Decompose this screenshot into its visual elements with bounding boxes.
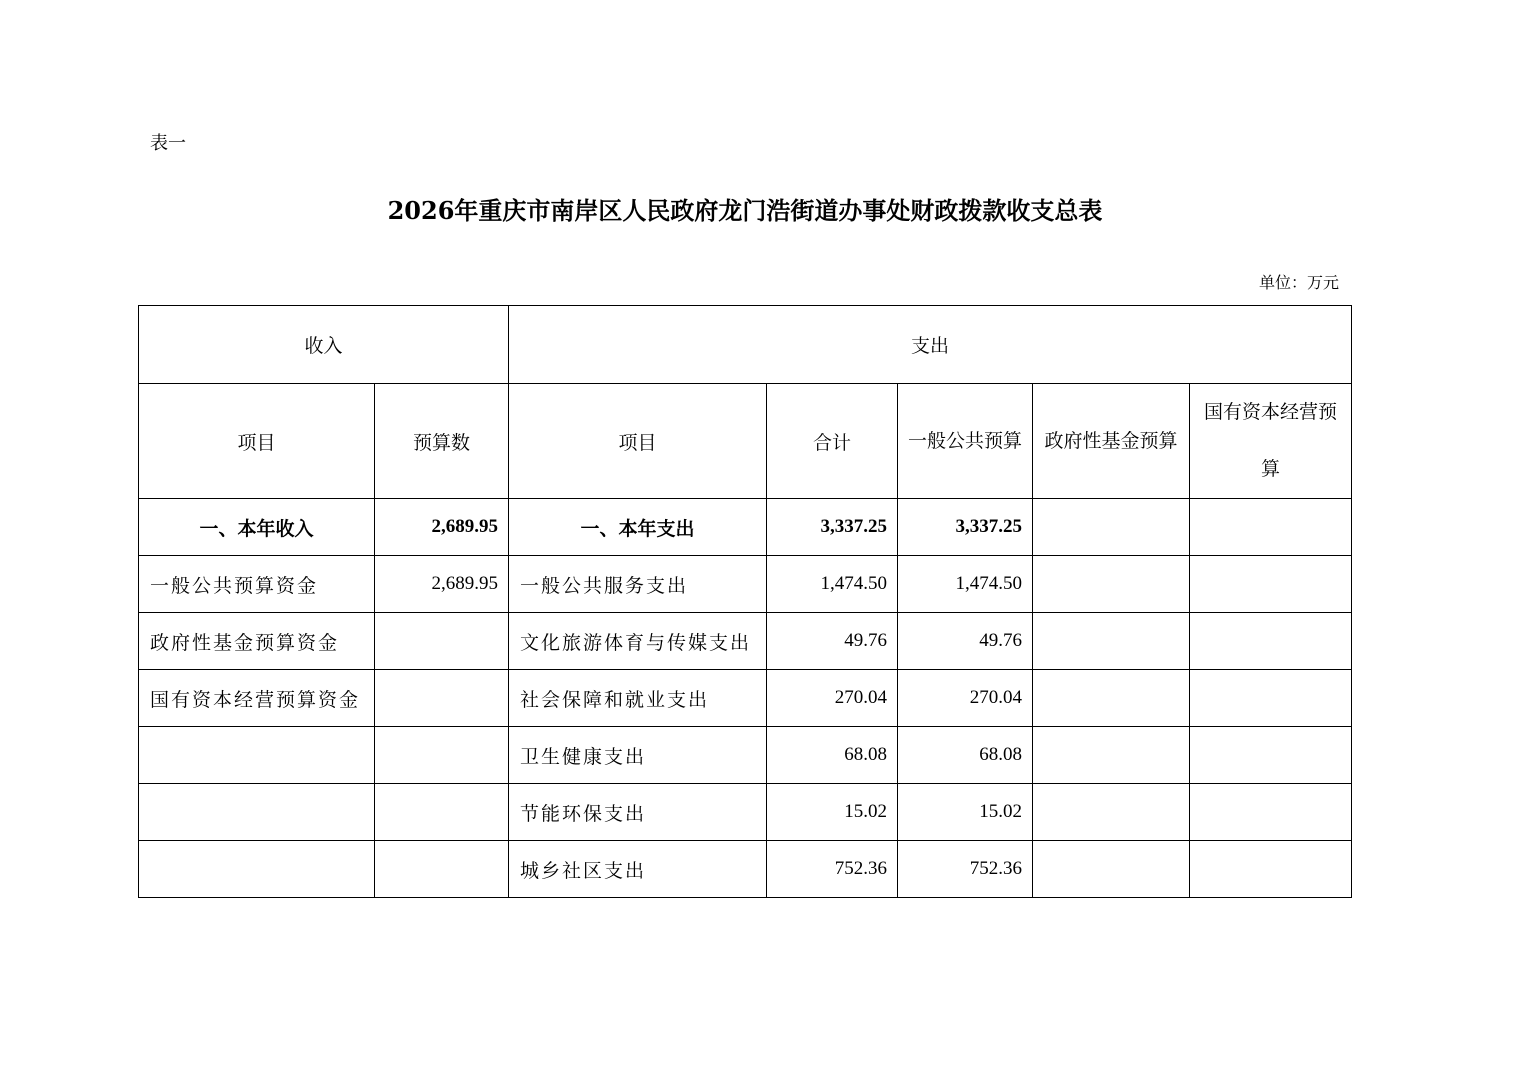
table-row <box>139 784 1352 841</box>
income-item <box>139 727 375 784</box>
income-item-header: 项目 <box>139 384 375 499</box>
expense-total: 270.04 <box>767 670 898 727</box>
expense-state-capital <box>1190 841 1352 898</box>
expense-gov-fund <box>1033 727 1190 784</box>
unit-label: 单位：万元 <box>1258 273 1339 292</box>
state-capital-header: 国有资本经营预算 <box>1190 384 1352 499</box>
expense-state-capital <box>1190 727 1352 784</box>
expense-summary-label: 一、本年支出 <box>509 499 767 556</box>
expense-summary-general: 3,337.25 <box>898 499 1033 556</box>
budget-table <box>138 305 1352 898</box>
expense-item: 卫生健康支出 <box>509 727 767 784</box>
expense-gov-fund <box>1033 613 1190 670</box>
page-title: 2026年重庆市南岸区人民政府龙门浩街道办事处财政拨款收支总表 <box>387 196 1103 225</box>
expense-summary-state-capital <box>1190 499 1352 556</box>
income-value <box>375 841 509 898</box>
table-row <box>139 841 1352 898</box>
expense-total: 752.36 <box>767 841 898 898</box>
expense-state-capital <box>1190 670 1352 727</box>
expense-total: 1,474.50 <box>767 556 898 613</box>
expense-summary-gov-fund <box>1033 499 1190 556</box>
expense-gov-fund <box>1033 556 1190 613</box>
expense-item: 文化旅游体育与传媒支出 <box>509 613 767 670</box>
income-item <box>139 784 375 841</box>
expense-general: 270.04 <box>898 670 1033 727</box>
expense-item: 一般公共服务支出 <box>509 556 767 613</box>
expense-header: 支出 <box>509 306 1352 384</box>
income-value <box>375 727 509 784</box>
income-item: 政府性基金预算资金 <box>139 613 375 670</box>
table-row <box>139 613 1352 670</box>
expense-gov-fund <box>1033 670 1190 727</box>
expense-state-capital <box>1190 784 1352 841</box>
general-public-header: 一般公共预算 <box>898 384 1033 499</box>
income-value: 2,689.95 <box>375 556 509 613</box>
income-value <box>375 670 509 727</box>
expense-gov-fund <box>1033 841 1190 898</box>
income-item: 国有资本经营预算资金 <box>139 670 375 727</box>
table-row <box>139 727 1352 784</box>
expense-general: 1,474.50 <box>898 556 1033 613</box>
expense-item-header: 项目 <box>509 384 767 499</box>
income-value <box>375 784 509 841</box>
expense-general: 15.02 <box>898 784 1033 841</box>
expense-item: 城乡社区支出 <box>509 841 767 898</box>
income-header: 收入 <box>139 306 509 384</box>
expense-item: 节能环保支出 <box>509 784 767 841</box>
income-item: 一般公共预算资金 <box>139 556 375 613</box>
expense-item: 社会保障和就业支出 <box>509 670 767 727</box>
expense-total: 49.76 <box>767 613 898 670</box>
expense-total: 15.02 <box>767 784 898 841</box>
header-row-top <box>139 306 1352 384</box>
income-value <box>375 613 509 670</box>
header-row-sub <box>139 384 1352 499</box>
gov-fund-header: 政府性基金预算 <box>1033 384 1190 499</box>
summary-row <box>139 499 1352 556</box>
expense-total: 68.08 <box>767 727 898 784</box>
income-summary-label: 一、本年收入 <box>139 499 375 556</box>
expense-general: 68.08 <box>898 727 1033 784</box>
income-budget-header: 预算数 <box>375 384 509 499</box>
expense-summary-total: 3,337.25 <box>767 499 898 556</box>
expense-state-capital <box>1190 613 1352 670</box>
expense-general: 49.76 <box>898 613 1033 670</box>
expense-gov-fund <box>1033 784 1190 841</box>
expense-total-header: 合计 <box>767 384 898 499</box>
expense-general: 752.36 <box>898 841 1033 898</box>
income-summary-value: 2,689.95 <box>375 499 509 556</box>
income-item <box>139 841 375 898</box>
expense-state-capital <box>1190 556 1352 613</box>
table-label: 表一 <box>150 133 186 154</box>
table-row <box>139 670 1352 727</box>
table-row <box>139 556 1352 613</box>
